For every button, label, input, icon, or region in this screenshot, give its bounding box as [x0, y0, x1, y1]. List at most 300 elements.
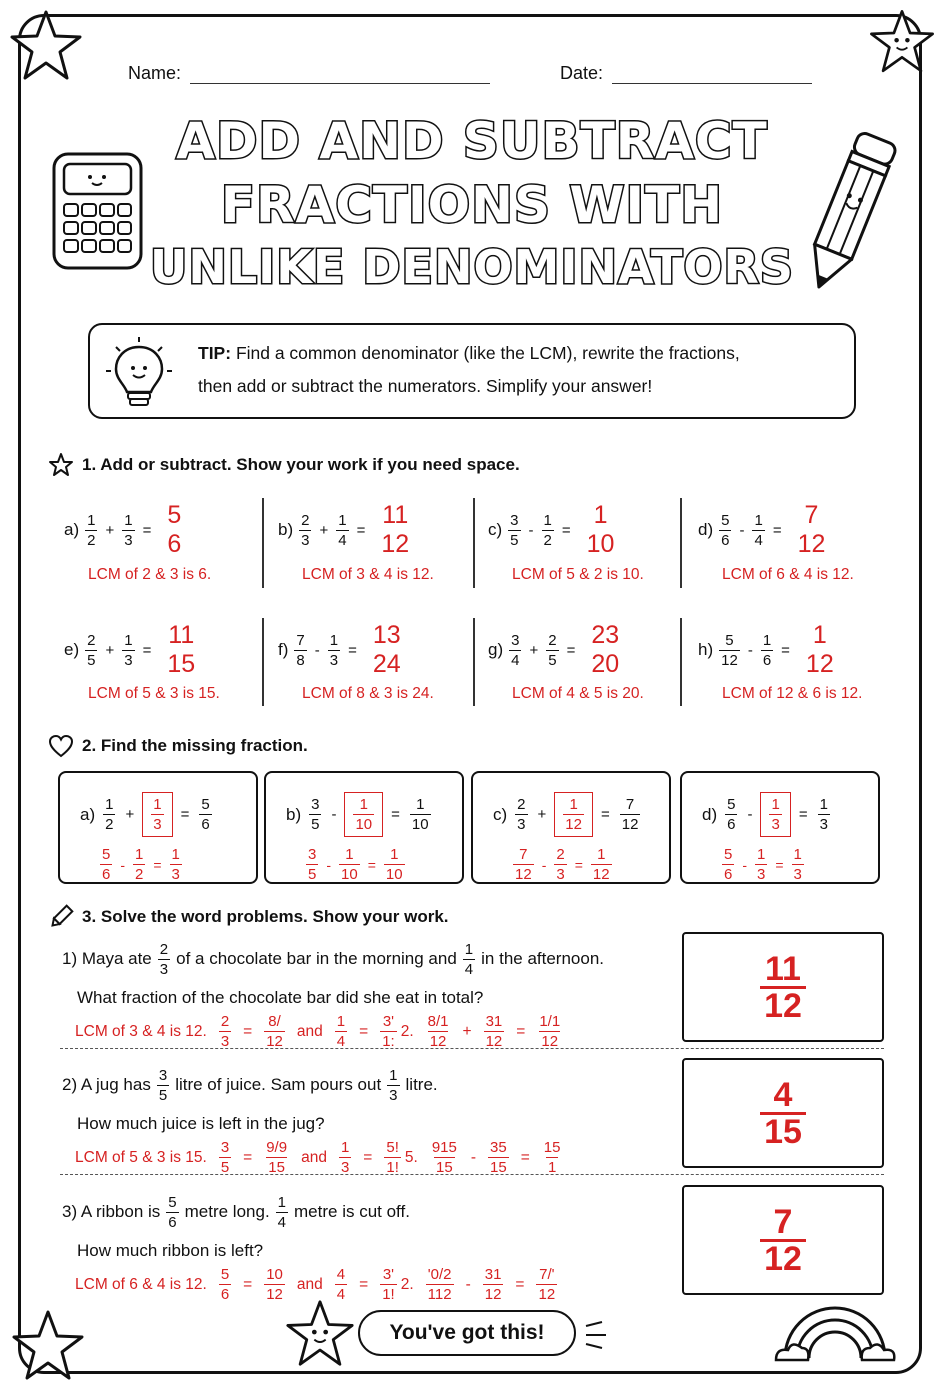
- word-problem-statement: [62, 1195, 410, 1230]
- denominator: 3: [124, 651, 133, 669]
- numerator: 7: [773, 1202, 793, 1241]
- equals-sign: =: [566, 641, 576, 659]
- numerator: 2: [159, 941, 169, 958]
- denominator: 2: [543, 531, 552, 549]
- numerator: 8/1: [427, 1013, 449, 1030]
- denominator: 4: [277, 1214, 287, 1231]
- operator: -: [314, 641, 320, 659]
- result-fraction: [620, 797, 641, 832]
- denominator: 5: [308, 866, 317, 883]
- answer-numerator: 23: [591, 621, 620, 649]
- denominator: 6: [220, 1286, 230, 1303]
- answer-fraction: [760, 949, 806, 1025]
- answer-box[interactable]: [682, 1185, 884, 1295]
- denominator: 2: [105, 816, 114, 833]
- denominator: 12: [484, 1286, 502, 1303]
- work-equals: =: [243, 1275, 253, 1293]
- work-fraction: [219, 1267, 231, 1302]
- tip-box: [88, 323, 856, 419]
- denominator: 6: [201, 816, 210, 833]
- work-fraction: [484, 1014, 505, 1049]
- result-fraction: [410, 797, 431, 832]
- answer-fraction: [587, 503, 615, 557]
- equals-sign: =: [142, 521, 152, 539]
- work-fraction: [488, 1140, 509, 1175]
- denominator: 15: [760, 1112, 806, 1149]
- equals-sign: =: [781, 641, 790, 659]
- rainbow-icon: [770, 1296, 900, 1366]
- name-line[interactable]: [128, 63, 490, 84]
- divider: [473, 618, 475, 706]
- work-fraction: [384, 1140, 401, 1175]
- calculator-icon: [50, 150, 145, 272]
- missing-fraction-answer[interactable]: [344, 792, 383, 837]
- answer-fraction: [760, 1202, 806, 1278]
- answer-denominator: 12: [797, 530, 826, 558]
- denominator: 12: [485, 1033, 503, 1050]
- work-equals: =: [363, 1148, 373, 1166]
- answer-denominator: 12: [381, 530, 410, 558]
- operator: +: [105, 521, 115, 539]
- work-fragment: 2.: [400, 1022, 414, 1040]
- numerator: 1: [771, 796, 780, 813]
- numerator: 1: [757, 846, 766, 863]
- statement-start: 2) A jug has: [62, 1075, 151, 1095]
- operator: +: [537, 806, 547, 823]
- equals-sign: =: [561, 521, 571, 539]
- divider: [262, 618, 264, 706]
- numerator: 3: [158, 1067, 168, 1084]
- denominator: 12: [760, 1239, 806, 1276]
- operator: +: [319, 521, 329, 539]
- fraction-a: [719, 633, 740, 668]
- fraction-a: [103, 797, 115, 832]
- equals-sign: =: [772, 521, 782, 539]
- denominator: 1:: [382, 1033, 395, 1050]
- work-equals: =: [515, 1275, 525, 1293]
- numerator: 11: [765, 949, 801, 988]
- statement-middle: litre of juice. Sam pours out: [175, 1075, 382, 1095]
- equals-sign: =: [600, 806, 610, 823]
- dashed-separator: [60, 1174, 884, 1175]
- denominator: 2: [87, 531, 96, 549]
- numerator: 31: [484, 1266, 502, 1283]
- missing-fraction-problem: [702, 792, 832, 837]
- denominator: 3: [819, 816, 828, 833]
- work-fraction: [513, 847, 534, 882]
- statement-fraction: [463, 942, 475, 977]
- denominator: 3: [220, 1033, 230, 1050]
- work-fraction: [219, 1014, 231, 1049]
- encouragement-badge: You've got this!: [358, 1310, 576, 1356]
- missing-fraction-answer[interactable]: [554, 792, 593, 837]
- denominator: 15: [268, 1159, 285, 1176]
- numerator: 915: [431, 1139, 457, 1156]
- denominator: 12: [592, 866, 610, 883]
- answer-fraction: [591, 623, 619, 677]
- work-fraction: [755, 847, 767, 882]
- denominator: 3: [556, 866, 565, 883]
- denominator: 2: [135, 866, 144, 883]
- numerator: 9/9: [266, 1139, 288, 1156]
- answer-fraction: [381, 503, 409, 557]
- numerator: 15: [543, 1139, 561, 1156]
- numerator: 1/1: [539, 1013, 561, 1030]
- equals-sign: =: [348, 641, 357, 659]
- denominator: 5: [158, 1087, 168, 1104]
- denominator: 12: [621, 816, 639, 833]
- answer-fraction: [806, 623, 834, 677]
- operator: +: [105, 641, 115, 659]
- fraction-a: [725, 797, 737, 832]
- work-and: and: [301, 1148, 327, 1166]
- word-problem-statement: [62, 942, 604, 977]
- work-fraction: [133, 847, 145, 882]
- name-label: Name:: [128, 63, 182, 83]
- problem-f: [278, 623, 401, 677]
- tip-text: [198, 337, 740, 403]
- numerator: 2: [87, 631, 96, 649]
- title-line-2: FRACTIONS WITH: [220, 176, 724, 234]
- lightbulb-icon: [104, 335, 174, 411]
- operator: -: [747, 806, 753, 823]
- denominator: 6: [724, 866, 733, 883]
- numerator: 1: [597, 846, 606, 863]
- numerator: 3: [311, 796, 320, 813]
- work-operator: -: [465, 1275, 471, 1293]
- work-fraction: [100, 847, 112, 882]
- denominator: 5: [311, 816, 320, 833]
- work-fraction: [554, 847, 566, 882]
- answer-numerator: 11: [168, 621, 195, 649]
- numerator: 4: [336, 1266, 346, 1283]
- missing-fraction-work: [720, 847, 806, 882]
- smiling-star-icon: [866, 6, 938, 78]
- work-equals: =: [243, 1022, 253, 1040]
- section-1-heading: 1. Add or subtract. Show your work if you need space.: [48, 452, 520, 478]
- denominator: 12: [429, 1033, 447, 1050]
- lcm-note: LCM of 2 & 3 is 6.: [88, 566, 212, 583]
- work-fraction: [335, 1014, 347, 1049]
- answer-fraction: [798, 503, 826, 557]
- denominator: 3: [771, 816, 780, 833]
- work-fraction: [264, 1014, 285, 1049]
- denominator: 3: [793, 866, 802, 883]
- date-line[interactable]: [560, 63, 812, 84]
- numerator: '0/2: [427, 1266, 452, 1283]
- missing-fraction-answer[interactable]: [760, 792, 790, 837]
- answer-fraction: [760, 1075, 806, 1151]
- missing-fraction-problem: [80, 792, 214, 837]
- problem-letter: h): [698, 640, 714, 659]
- divider: [680, 498, 682, 588]
- numerator: 1: [336, 1013, 346, 1030]
- numerator: 2: [220, 1013, 230, 1030]
- denominator: 3: [301, 531, 310, 549]
- denominator: 12: [565, 816, 582, 833]
- denominator: 3: [153, 816, 162, 833]
- operator: -: [331, 806, 337, 823]
- statement-end: litre.: [405, 1075, 438, 1095]
- numerator: 1: [762, 631, 772, 649]
- answer-numerator: 1: [593, 501, 608, 529]
- missing-fraction-problem: [493, 792, 642, 837]
- denominator: 15: [435, 1159, 453, 1176]
- work-operator: +: [462, 1022, 472, 1040]
- fraction-b: [546, 633, 558, 668]
- pencil-small-icon: [48, 904, 74, 930]
- numerator: 1: [135, 846, 144, 863]
- tip-line-1: Find a common denominator (like the LCM), rewrite the fractions,: [235, 343, 740, 363]
- work-lcm: LCM of 6 & 4 is 12.: [75, 1275, 207, 1293]
- result-fraction: [199, 797, 211, 832]
- numerator: 31: [485, 1013, 503, 1030]
- denominator: 112: [427, 1286, 452, 1303]
- problem-letter: d): [702, 804, 718, 824]
- denominator: 3: [757, 866, 766, 883]
- divider: [680, 618, 682, 706]
- operator: -: [528, 521, 534, 539]
- lcm-note: LCM of 5 & 2 is 10.: [512, 566, 644, 583]
- word-problem-question: What fraction of the chocolate bar did she eat in total?: [77, 988, 484, 1007]
- denominator: 4: [338, 531, 347, 549]
- lcm-note: LCM of 3 & 4 is 12.: [302, 566, 434, 583]
- denominator: 12: [266, 1033, 283, 1050]
- denominator: 4: [336, 1033, 346, 1050]
- missing-fraction: [563, 797, 584, 832]
- star-corner-icon: [6, 6, 86, 86]
- word-problem-work: [75, 1140, 564, 1175]
- numerator: 1: [464, 941, 474, 958]
- denominator: 5: [548, 651, 557, 669]
- work-equals: =: [359, 1275, 369, 1293]
- numerator: 5: [724, 846, 733, 863]
- divider: [473, 498, 475, 588]
- numerator: 3: [308, 846, 317, 863]
- answer-box[interactable]: [682, 1058, 884, 1168]
- work-and: and: [296, 1275, 323, 1293]
- work-fraction: [170, 847, 182, 882]
- problem-letter: c): [488, 520, 503, 539]
- denominator: 10: [411, 816, 429, 833]
- problem-letter: b): [286, 804, 302, 824]
- section-3-heading: 3. Solve the word problems. Show your work.: [48, 904, 449, 930]
- work-fraction: [380, 1267, 397, 1302]
- problem-letter: c): [493, 804, 508, 824]
- denominator: 6: [102, 866, 111, 883]
- missing-fraction: [769, 797, 781, 832]
- fraction-b: [122, 633, 134, 668]
- denominator: 6: [721, 531, 730, 549]
- numerator: 5: [201, 796, 210, 813]
- denominator: 12: [538, 1286, 556, 1303]
- answer-box[interactable]: [682, 932, 884, 1042]
- problem-letter: d): [698, 520, 714, 539]
- title-line-1: ADD AND SUBTRACT: [176, 112, 768, 170]
- problem-letter: f): [278, 640, 289, 659]
- denominator: 3: [159, 961, 169, 978]
- statement-fraction: [157, 1068, 169, 1103]
- numerator: 1: [153, 796, 162, 813]
- numerator: 1: [171, 846, 180, 863]
- numerator: 1: [390, 846, 399, 863]
- tip-line-2: then add or subtract the numerators. Simplify your answer!: [198, 376, 653, 396]
- operator: +: [529, 641, 539, 659]
- missing-fraction-answer[interactable]: [142, 792, 172, 837]
- work-operator: -: [326, 856, 332, 873]
- denominator: 3: [340, 1159, 350, 1176]
- date-label: Date:: [560, 63, 604, 83]
- denominator: 3: [517, 816, 526, 833]
- statement-fraction: [276, 1195, 288, 1230]
- numerator: 1: [124, 511, 133, 529]
- fraction-b: [761, 633, 773, 668]
- numerator: 10: [266, 1266, 283, 1283]
- numerator: 5: [725, 631, 734, 649]
- fraction-b: [336, 513, 348, 548]
- work-fraction: [380, 1014, 397, 1049]
- equals-sign: =: [798, 806, 808, 823]
- denominator: 1!: [382, 1286, 395, 1303]
- denominator: 4: [464, 961, 474, 978]
- problem-letter: g): [488, 640, 504, 659]
- numerator: 2: [301, 511, 310, 529]
- work-equals: =: [775, 856, 784, 873]
- answer-denominator: 10: [586, 530, 615, 558]
- denominator: 12: [515, 866, 532, 883]
- work-equals: =: [367, 856, 376, 873]
- numerator: 5: [721, 511, 730, 529]
- denominator: 4: [754, 531, 763, 549]
- work-equals: =: [516, 1022, 526, 1040]
- divider: [262, 498, 264, 588]
- numerator: 3: [510, 511, 519, 529]
- numerator: 5: [102, 846, 111, 863]
- statement-end: in the afternoon.: [481, 949, 605, 969]
- denominator: 3: [171, 866, 180, 883]
- problem-d: [698, 503, 825, 557]
- numerator: 4: [773, 1075, 793, 1114]
- answer-denominator: 6: [167, 530, 182, 558]
- denominator: 12: [721, 651, 738, 669]
- fraction-b: [752, 513, 764, 548]
- numerator: 5: [220, 1266, 230, 1283]
- work-fraction: [722, 847, 734, 882]
- work-fraction: [335, 1267, 347, 1302]
- work-fraction: [430, 1140, 459, 1175]
- numerator: 1: [389, 1067, 398, 1084]
- numerator: 1: [338, 511, 347, 529]
- numerator: 1: [329, 631, 339, 649]
- operator: +: [125, 806, 135, 823]
- missing-fraction-work: [304, 847, 407, 882]
- heart-icon: [48, 734, 74, 758]
- denominator: 12: [760, 986, 806, 1023]
- numerator: 5!: [386, 1139, 399, 1156]
- problem-letter: e): [64, 640, 80, 659]
- work-lcm: LCM of 5 & 3 is 15.: [75, 1148, 207, 1166]
- work-operator: -: [470, 1148, 477, 1166]
- denominator: 6: [168, 1214, 177, 1231]
- dashed-separator: [60, 1048, 884, 1049]
- work-fraction: [306, 847, 318, 882]
- denominator: 1: [547, 1159, 557, 1176]
- sparkle-lines-icon: [580, 1320, 610, 1350]
- work-fraction: [264, 1140, 289, 1175]
- numerator: 1: [87, 511, 96, 529]
- numerator: 7/': [539, 1266, 555, 1283]
- denominator: 3: [329, 651, 339, 669]
- numerator: 1: [105, 796, 114, 813]
- answer-numerator: 5: [167, 501, 182, 529]
- work-operator: -: [120, 856, 126, 873]
- word-problem-work: [75, 1014, 564, 1049]
- work-fraction: [483, 1267, 504, 1302]
- denominator: 15: [490, 1159, 507, 1176]
- problem-letter: a): [80, 804, 96, 824]
- work-and: and: [296, 1022, 323, 1040]
- fraction-a: [309, 797, 321, 832]
- star-icon: [48, 452, 74, 478]
- missing-fraction: [353, 797, 374, 832]
- numerator: 1: [359, 796, 368, 813]
- numerator: 5: [168, 1194, 177, 1211]
- work-fragment: 2.: [400, 1275, 414, 1293]
- answer-numerator: 1: [812, 621, 827, 649]
- problem-letter: a): [64, 520, 80, 539]
- problem-a: [64, 503, 181, 557]
- work-fraction: [536, 1267, 557, 1302]
- problem-e: [64, 623, 195, 677]
- work-fraction: [792, 847, 804, 882]
- tip-label: TIP:: [198, 343, 232, 363]
- work-fraction: [537, 1014, 562, 1049]
- work-fraction: [542, 1140, 563, 1175]
- work-fraction: [264, 1267, 285, 1302]
- work-equals: =: [243, 1148, 253, 1166]
- word-problem-question: How much juice is left in the jug?: [77, 1114, 325, 1133]
- statement-fraction: [387, 1068, 399, 1103]
- denominator: 5: [220, 1159, 230, 1176]
- work-equals: =: [153, 856, 162, 873]
- lcm-note: LCM of 8 & 3 is 24.: [302, 685, 434, 702]
- numerator: 3': [382, 1266, 395, 1283]
- answer-numerator: 7: [804, 501, 819, 529]
- numerator: 1: [819, 796, 828, 813]
- answer-numerator: 11: [382, 501, 409, 529]
- answer-denominator: 20: [591, 650, 620, 678]
- denominator: 5: [87, 651, 96, 669]
- numerator: 7: [296, 631, 305, 649]
- operator: -: [747, 641, 753, 659]
- work-equals: =: [520, 1148, 530, 1166]
- smiling-star-icon: [282, 1298, 358, 1368]
- fraction-a: [299, 513, 311, 548]
- work-fraction: [219, 1140, 231, 1175]
- work-fraction: [426, 1014, 451, 1049]
- equals-sign: =: [180, 806, 190, 823]
- result-fraction: [818, 797, 830, 832]
- answer-denominator: 15: [167, 650, 196, 678]
- numerator: 1: [340, 1139, 350, 1156]
- denominator: 1!: [386, 1159, 399, 1176]
- numerator: 5: [727, 796, 736, 813]
- numerator: 2: [556, 846, 565, 863]
- numerator: 2: [548, 631, 557, 649]
- numerator: 7: [519, 846, 528, 863]
- numerator: 3': [382, 1013, 395, 1030]
- missing-fraction: [151, 797, 163, 832]
